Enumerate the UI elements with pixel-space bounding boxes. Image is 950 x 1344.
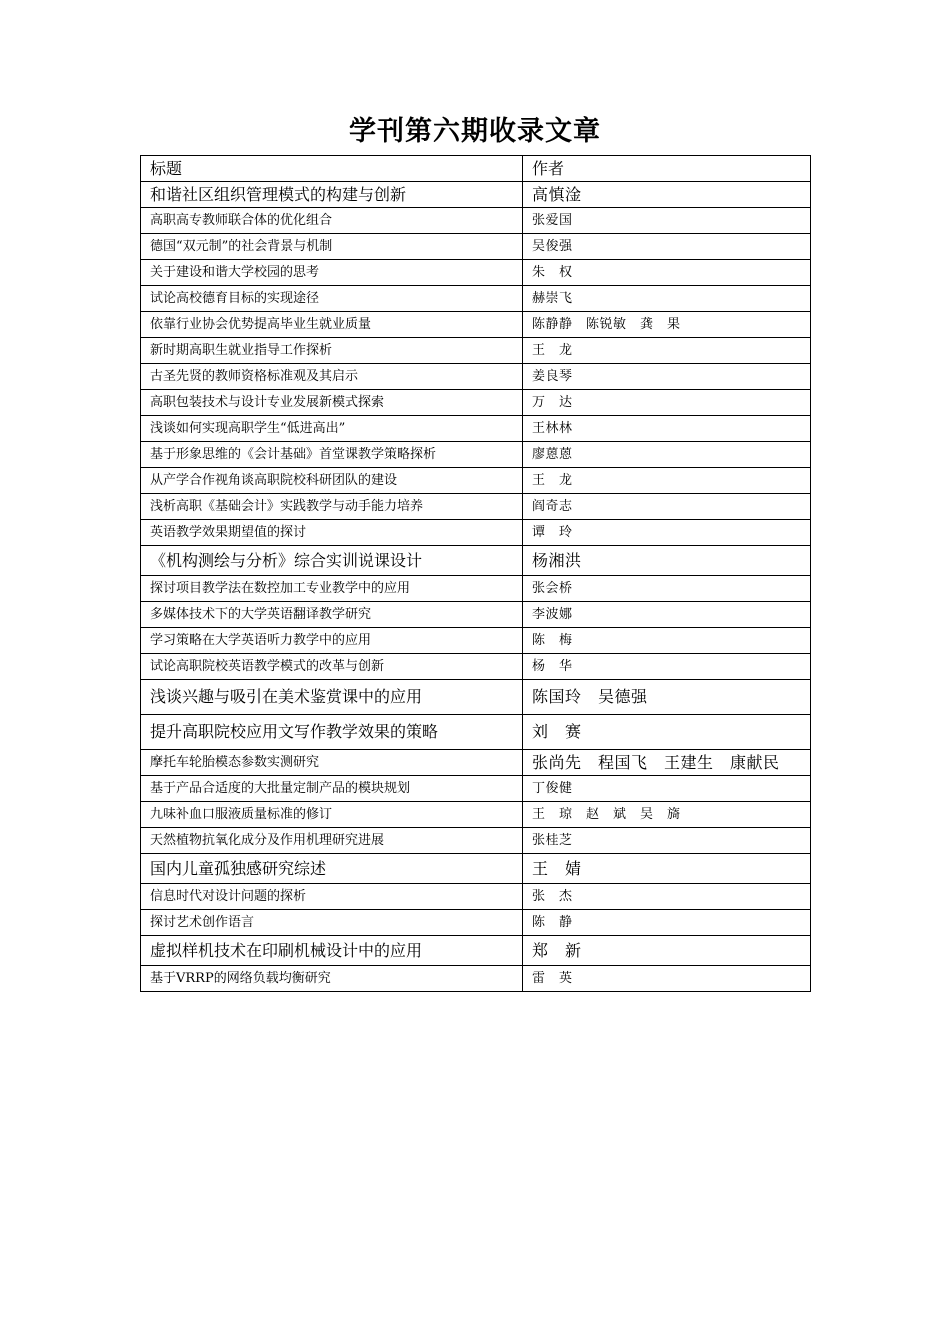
article-table-body bbox=[141, 156, 811, 992]
table-row bbox=[141, 628, 811, 654]
article-author: 陈 静 bbox=[523, 910, 811, 936]
article-title: 浅析高职《基础会计》实践教学与动手能力培养 bbox=[141, 494, 523, 520]
article-title: 《机构测绘与分析》综合实训说课设计 bbox=[141, 546, 523, 576]
table-row bbox=[141, 776, 811, 802]
article-title: 英语教学效果期望值的探讨 bbox=[141, 520, 523, 546]
article-title: 德国“双元制”的社会背景与机制 bbox=[141, 234, 523, 260]
article-author: 王 龙 bbox=[523, 468, 811, 494]
article-title: 九味补血口服液质量标准的修订 bbox=[141, 802, 523, 828]
article-title: 试论高职院校英语教学模式的改革与创新 bbox=[141, 654, 523, 680]
table-row bbox=[141, 260, 811, 286]
table-row bbox=[141, 910, 811, 936]
article-title: 摩托车轮胎模态参数实测研究 bbox=[141, 750, 523, 776]
article-title: 浅谈兴趣与吸引在美术鉴赏课中的应用 bbox=[141, 680, 523, 715]
table-row bbox=[141, 442, 811, 468]
article-author: 丁俊健 bbox=[523, 776, 811, 802]
article-author: 姜良琴 bbox=[523, 364, 811, 390]
table-row bbox=[141, 182, 811, 208]
page-title: 学刊第六期收录文章 bbox=[349, 116, 601, 147]
article-author: 万 达 bbox=[523, 390, 811, 416]
article-title: 关于建设和谐大学校园的思考 bbox=[141, 260, 523, 286]
article-title: 基于产品合适度的大批量定制产品的模块规划 bbox=[141, 776, 523, 802]
article-title: 虚拟样机技术在印刷机械设计中的应用 bbox=[141, 936, 523, 966]
article-author: 张尚先 程国飞 王建生 康献民 bbox=[523, 750, 811, 776]
table-row bbox=[141, 520, 811, 546]
table-row bbox=[141, 715, 811, 750]
article-author: 王 龙 bbox=[523, 338, 811, 364]
article-table bbox=[140, 155, 811, 992]
article-title: 信息时代对设计问题的探析 bbox=[141, 884, 523, 910]
article-title: 高职高专教师联合体的优化组合 bbox=[141, 208, 523, 234]
article-title: 基于形象思维的《会计基础》首堂课教学策略探析 bbox=[141, 442, 523, 468]
article-title: 新时期高职生就业指导工作探析 bbox=[141, 338, 523, 364]
table-row bbox=[141, 750, 811, 776]
header-title: 标题 bbox=[141, 156, 523, 182]
article-author: 阎奇志 bbox=[523, 494, 811, 520]
article-title: 试论高校德育目标的实现途径 bbox=[141, 286, 523, 312]
table-row bbox=[141, 828, 811, 854]
article-author: 刘 赛 bbox=[523, 715, 811, 750]
table-row bbox=[141, 234, 811, 260]
table-row bbox=[141, 680, 811, 715]
article-author: 陈静静 陈锐敏 龚 果 bbox=[523, 312, 811, 338]
article-author: 郑 新 bbox=[523, 936, 811, 966]
article-title: 和谐社区组织管理模式的构建与创新 bbox=[141, 182, 523, 208]
article-author: 朱 权 bbox=[523, 260, 811, 286]
article-title: 天然植物抗氧化成分及作用机理研究进展 bbox=[141, 828, 523, 854]
table-row bbox=[141, 338, 811, 364]
article-title: 依靠行业协会优势提高毕业生就业质量 bbox=[141, 312, 523, 338]
table-row bbox=[141, 494, 811, 520]
table-row bbox=[141, 654, 811, 680]
table-row bbox=[141, 312, 811, 338]
article-author: 张 杰 bbox=[523, 884, 811, 910]
article-author: 李波娜 bbox=[523, 602, 811, 628]
table-row bbox=[141, 468, 811, 494]
article-author: 杨湘洪 bbox=[523, 546, 811, 576]
article-author: 王 琼 赵 斌 吴 旖 bbox=[523, 802, 811, 828]
article-title: 古圣先贤的教师资格标准观及其启示 bbox=[141, 364, 523, 390]
table-row bbox=[141, 208, 811, 234]
table-row bbox=[141, 936, 811, 966]
header-author: 作者 bbox=[523, 156, 811, 182]
table-row bbox=[141, 364, 811, 390]
article-author: 杨 华 bbox=[523, 654, 811, 680]
article-author: 张桂芝 bbox=[523, 828, 811, 854]
article-title: 基于VRRP的网络负载均衡研究 bbox=[141, 966, 523, 992]
article-author: 吴俊强 bbox=[523, 234, 811, 260]
table-row bbox=[141, 416, 811, 442]
article-title: 提升高职院校应用文写作教学效果的策略 bbox=[141, 715, 523, 750]
table-header-row bbox=[141, 156, 811, 182]
article-author: 张会桥 bbox=[523, 576, 811, 602]
article-title: 浅谈如何实现高职学生“低进高出” bbox=[141, 416, 523, 442]
article-title: 国内儿童孤独感研究综述 bbox=[141, 854, 523, 884]
article-title: 高职包装技术与设计专业发展新模式探索 bbox=[141, 390, 523, 416]
article-title: 多媒体技术下的大学英语翻译教学研究 bbox=[141, 602, 523, 628]
article-title: 学习策略在大学英语听力教学中的应用 bbox=[141, 628, 523, 654]
article-author: 赫崇飞 bbox=[523, 286, 811, 312]
article-author: 王林林 bbox=[523, 416, 811, 442]
article-author: 谭 玲 bbox=[523, 520, 811, 546]
table-row bbox=[141, 966, 811, 992]
article-author: 高慎淦 bbox=[523, 182, 811, 208]
article-author: 廖蒽蒽 bbox=[523, 442, 811, 468]
article-title: 从产学合作视角谈高职院校科研团队的建设 bbox=[141, 468, 523, 494]
table-row bbox=[141, 854, 811, 884]
article-author: 陈国玲 吴德强 bbox=[523, 680, 811, 715]
article-author: 陈 梅 bbox=[523, 628, 811, 654]
article-author: 雷 英 bbox=[523, 966, 811, 992]
table-row bbox=[141, 286, 811, 312]
table-row bbox=[141, 390, 811, 416]
article-author: 张爱国 bbox=[523, 208, 811, 234]
table-row bbox=[141, 576, 811, 602]
table-row bbox=[141, 802, 811, 828]
article-author: 王 婧 bbox=[523, 854, 811, 884]
table-row bbox=[141, 546, 811, 576]
article-title: 探讨项目教学法在数控加工专业教学中的应用 bbox=[141, 576, 523, 602]
table-row bbox=[141, 602, 811, 628]
table-row bbox=[141, 884, 811, 910]
article-title: 探讨艺术创作语言 bbox=[141, 910, 523, 936]
